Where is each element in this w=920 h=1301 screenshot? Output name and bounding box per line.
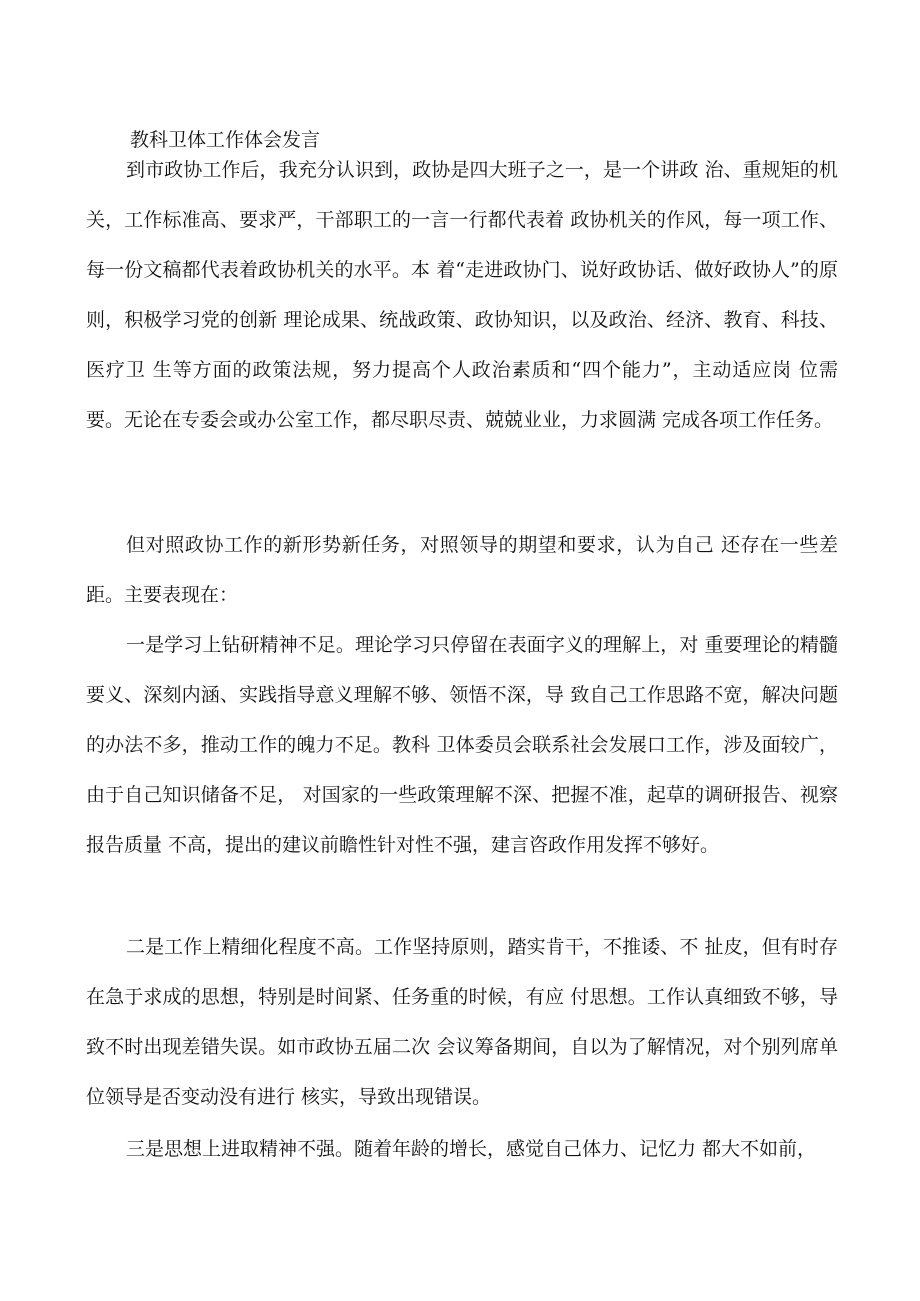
paragraph-point-two: 二是工作上精细化程度不高。工作坚持原则，踏实肯干，不推诿、不 扯皮，但有时存在急于求成的思想，特别是时间紧、任务重的时候，有应 付思想。工作认真细致不够，导致不时出现差错失误。如市政协五届二次 会议筹备期间，自以为了解情况，对个别列席单位领导是否变动没有进行 核实，导致出现错误。 <box>86 936 838 1108</box>
paragraph-intro: 到市政协工作后，我充分认识到，政协是四大班子之一，是一个讲政 治、重规矩的机关，工作标准高、要求严，干部职工的一言一行都代表着 政协机关的作风，每一项工作、每一份文稿都代表着政协机关的水平。本 着“走进政协门、说好政协话、做好政协人”的原则，积极学习党的创新 理论成果、统战政策、政协知识，以及政治、经济、教育、科技、医疗卫 生等方面的政策法规，努力提高个人政治素质和“四个能力”，主动适应岗 位需要。无论在专委会或办公室工作，都尽职尽责、兢兢业业，力求圆满 完成各项工作任务。 <box>86 159 838 431</box>
paragraph-gap-summary: 但对照政协工作的新形势新任务，对照领导的期望和要求，认为自己 还存在一些差距。主要表现在： <box>86 534 838 606</box>
document-title: 教科卫体工作体会发言 <box>130 129 321 151</box>
paragraph-point-one: 一是学习上钻研精神不足。理论学习只停留在表面字义的理解上，对 重要理论的精髓要义、深刻内涵、实践指导意义理解不够、领悟不深，导 致自己工作思路不宽，解决问题的办法不多，推动工作的魄力不足。教科 卫体委员会联系社会发展口工作，涉及面较广，由于自己知识储备不足， 对国家的一些政策理解不深、把握不准，起草的调研报告、视察报告质量 不高，提出的建议前瞻性针对性不强，建言咨政作用发挥不够好。 <box>86 634 838 856</box>
paragraph-point-three: 三是思想上进取精神不强。随着年龄的增长，感觉自己体力、记忆力 都大不如前， <box>126 1138 817 1160</box>
